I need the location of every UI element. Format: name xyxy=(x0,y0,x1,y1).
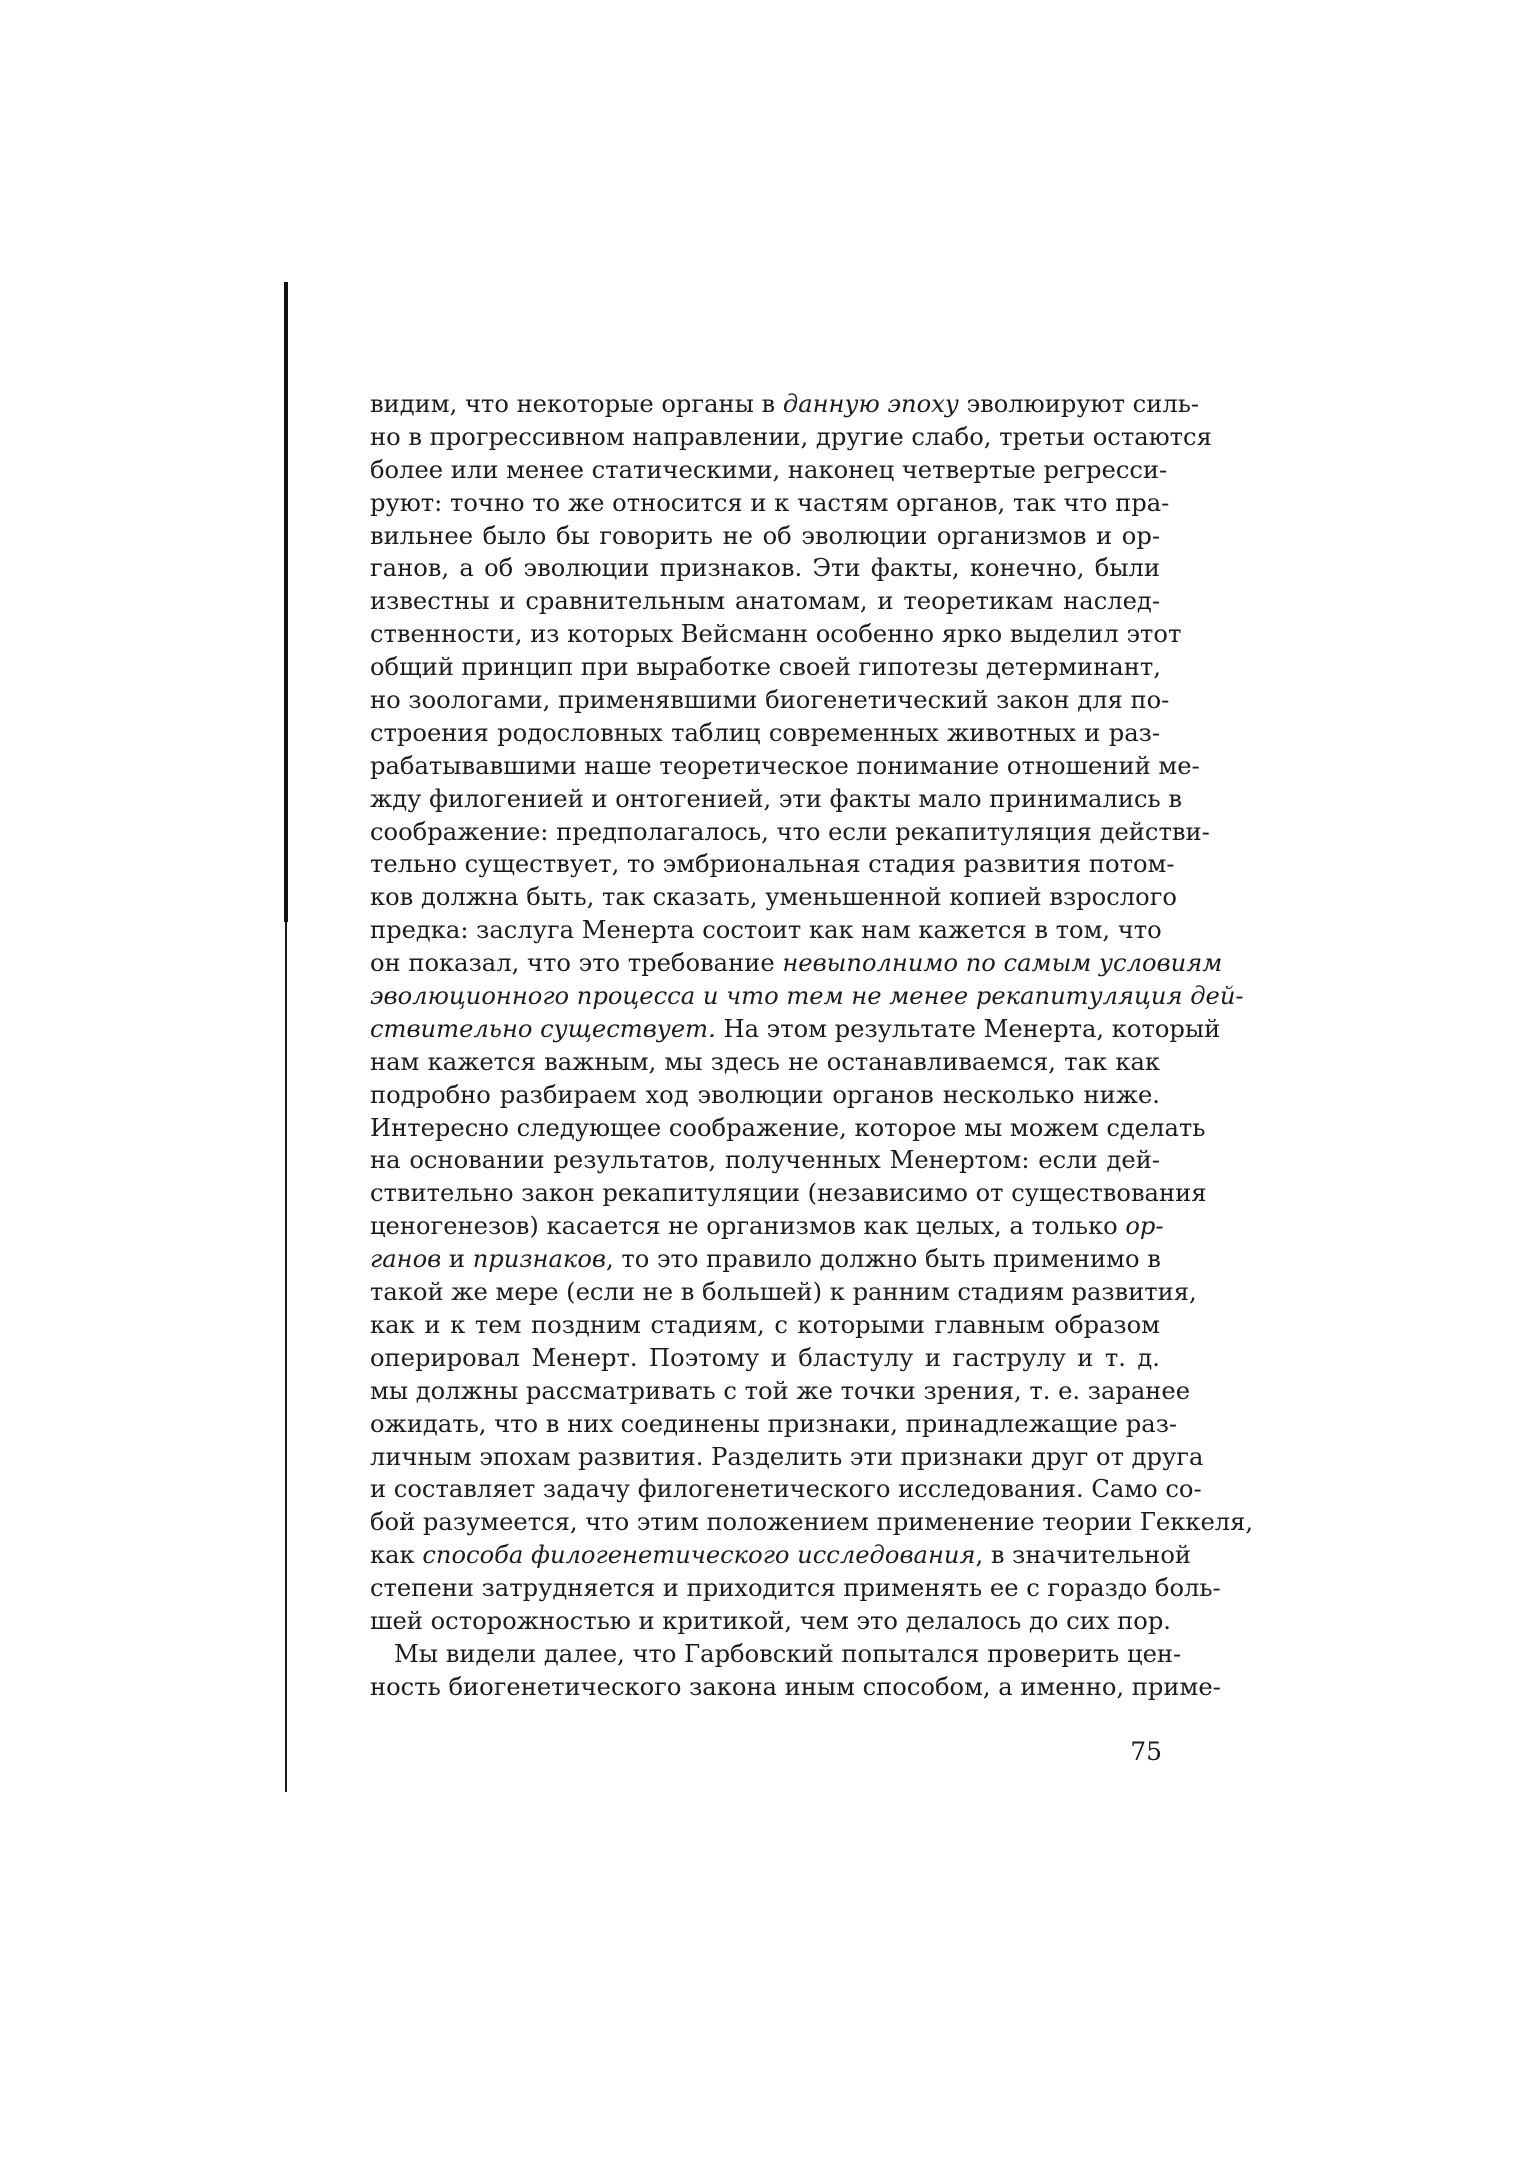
text-run: ков должна быть, так сказать, уменьшенной копией взрослого xyxy=(370,883,1177,912)
italic-run: признаков xyxy=(472,1245,606,1274)
text-line xyxy=(370,1441,1204,1474)
text-line xyxy=(370,1506,1254,1539)
text-line xyxy=(370,1309,1160,1342)
text-run: шей осторожностью и критикой, чем это делалось до сих пор. xyxy=(370,1606,1171,1635)
text-run: Мы видели далее, что Гарбовский попытался проверить цен- xyxy=(394,1639,1182,1668)
text-line xyxy=(370,585,1160,618)
page-number: 75 xyxy=(1130,1737,1162,1766)
text-run: подробно разбираем ход эволюции органов несколько ниже. xyxy=(370,1080,1160,1109)
text-line xyxy=(370,1177,1207,1210)
text-line xyxy=(370,848,1175,881)
text-line xyxy=(370,1408,1178,1441)
text-run: видим, что некоторые органы в xyxy=(370,390,783,418)
text-line xyxy=(370,1243,1160,1276)
text-run: , то это правило должно быть применимо в xyxy=(606,1245,1161,1274)
text-run: жду филогенией и онтогенией, эти факты мало принимались в xyxy=(370,784,1182,813)
text-run: На этом результате Менерта, который xyxy=(715,1014,1221,1043)
text-run: и составляет задачу филогенетического исследования. Само со- xyxy=(370,1475,1202,1504)
italic-run: ствительно существует. xyxy=(370,1014,716,1043)
text-line xyxy=(370,1079,1160,1112)
text-run: как и к тем поздним стадиям, с которыми главным образом xyxy=(370,1310,1160,1339)
text-run: но зоологами, применявшими биогенетический закон для по- xyxy=(370,686,1170,715)
italic-run: ганов xyxy=(370,1245,442,1274)
text-run: личным эпохам развития. Разделить эти признаки друг от друга xyxy=(370,1442,1204,1471)
text-line xyxy=(370,1046,1160,1079)
text-line xyxy=(370,750,1200,783)
text-run: известны и сравнительным анатомам, и теоретикам наслед- xyxy=(370,587,1160,616)
text-line xyxy=(370,783,1182,816)
text-line xyxy=(370,618,1182,651)
text-line xyxy=(370,1144,1160,1177)
text-line xyxy=(370,1605,1171,1638)
text-line xyxy=(370,1112,1206,1145)
text-line xyxy=(370,1473,1202,1506)
text-run: тельно существует, то эмбриональная стадия развития потом- xyxy=(370,850,1175,879)
text-run: такой же мере (если не в большей) к ранним стадиям развития, xyxy=(370,1278,1197,1307)
text-run: эволюируют силь- xyxy=(958,390,1200,418)
text-run: на основании результатов, полученных Менертом: если дей- xyxy=(370,1146,1160,1175)
text-run: ность биогенетического закона иным способом, а именно, приме- xyxy=(370,1672,1221,1701)
text-run: и xyxy=(441,1245,473,1274)
text-run: ствительно закон рекапитуляции (независимо от существования xyxy=(370,1179,1207,1208)
text-run: , в значительной xyxy=(975,1541,1192,1570)
text-run: руют: точно то же относится и к частям органов, так что пра- xyxy=(370,488,1170,517)
text-run: предка: заслуга Менерта состоит как нам кажется в том, что xyxy=(370,916,1162,945)
text-line xyxy=(370,881,1177,914)
text-run: ганов, а об эволюции признаков. Эти факты, конечно, были xyxy=(370,554,1160,583)
text-line xyxy=(370,1539,1192,1572)
text-run: нам кажется важным, мы здесь не останавливаемся, так как xyxy=(370,1047,1160,1076)
text-line xyxy=(370,1572,1221,1605)
text-run: общий принцип при выработке своей гипотезы детерминант, xyxy=(370,653,1161,682)
text-line xyxy=(370,1210,1164,1243)
text-line xyxy=(370,388,1200,421)
text-line xyxy=(370,1342,1160,1375)
text-line xyxy=(370,1638,1182,1671)
italic-run: способа филогенетического исследования xyxy=(422,1541,976,1570)
binding-edge-shadow xyxy=(284,282,288,922)
text-line xyxy=(370,552,1160,585)
text-run: строения родословных таблиц современных животных и раз- xyxy=(370,718,1160,747)
text-run: он показал, что это требование xyxy=(370,949,783,978)
italic-run: невыполнимо по самым условиям xyxy=(782,949,1223,978)
text-run: ственности, из которых Вейсманн особенно ярко выделил этот xyxy=(370,620,1182,649)
text-run: ожидать, что в них соединены признаки, принадлежащие раз- xyxy=(370,1409,1178,1438)
text-line xyxy=(370,684,1170,717)
text-line xyxy=(370,914,1160,947)
text-line xyxy=(370,421,1212,454)
text-run: ценогенезов) касается не организмов как целых, а только xyxy=(370,1212,1126,1241)
text-run: Интересно следующее соображение, которое мы можем сделать xyxy=(370,1113,1206,1142)
text-line xyxy=(370,487,1170,520)
italic-run: данную эпоху xyxy=(782,390,959,418)
text-line xyxy=(370,980,1244,1013)
text-run: мы должны рассматривать с той же точки зрения, т. е. заранее xyxy=(370,1376,1191,1405)
text-line xyxy=(370,454,1168,487)
text-line xyxy=(370,947,1223,980)
text-line xyxy=(370,1671,1221,1704)
text-line xyxy=(370,816,1210,849)
italic-run: эволюционного процесса и что тем не менее рекапитуляция дей- xyxy=(370,982,1244,1011)
text-line xyxy=(370,520,1160,553)
text-run: бой разумеется, что этим положением применение теории Геккеля, xyxy=(370,1508,1254,1537)
text-run: рабатывавшими наше теоретическое понимание отношений ме- xyxy=(370,751,1200,780)
text-run: как xyxy=(370,1541,423,1570)
text-line xyxy=(370,717,1160,750)
text-line xyxy=(370,1375,1191,1408)
text-run: но в прогрессивном направлении, другие слабо, третьи остаются xyxy=(370,422,1212,451)
text-run: степени затрудняется и приходится применять ее с гораздо боль- xyxy=(370,1574,1221,1603)
text-line xyxy=(370,651,1160,684)
text-run: вильнее было бы говорить не об эволюции организмов и ор- xyxy=(370,521,1160,550)
text-run: более или менее статическими, наконец четвертые регресси- xyxy=(370,455,1168,484)
italic-run: ор- xyxy=(1125,1212,1164,1241)
text-run: соображение: предполагалось, что если рекапитуляция действи- xyxy=(370,817,1210,846)
text-line xyxy=(370,1013,1221,1046)
body-text xyxy=(370,388,1254,1704)
text-run: оперировал Менерт. Поэтому и бластулу и гаструлу и т. д. xyxy=(370,1343,1160,1372)
text-line xyxy=(370,1276,1197,1309)
